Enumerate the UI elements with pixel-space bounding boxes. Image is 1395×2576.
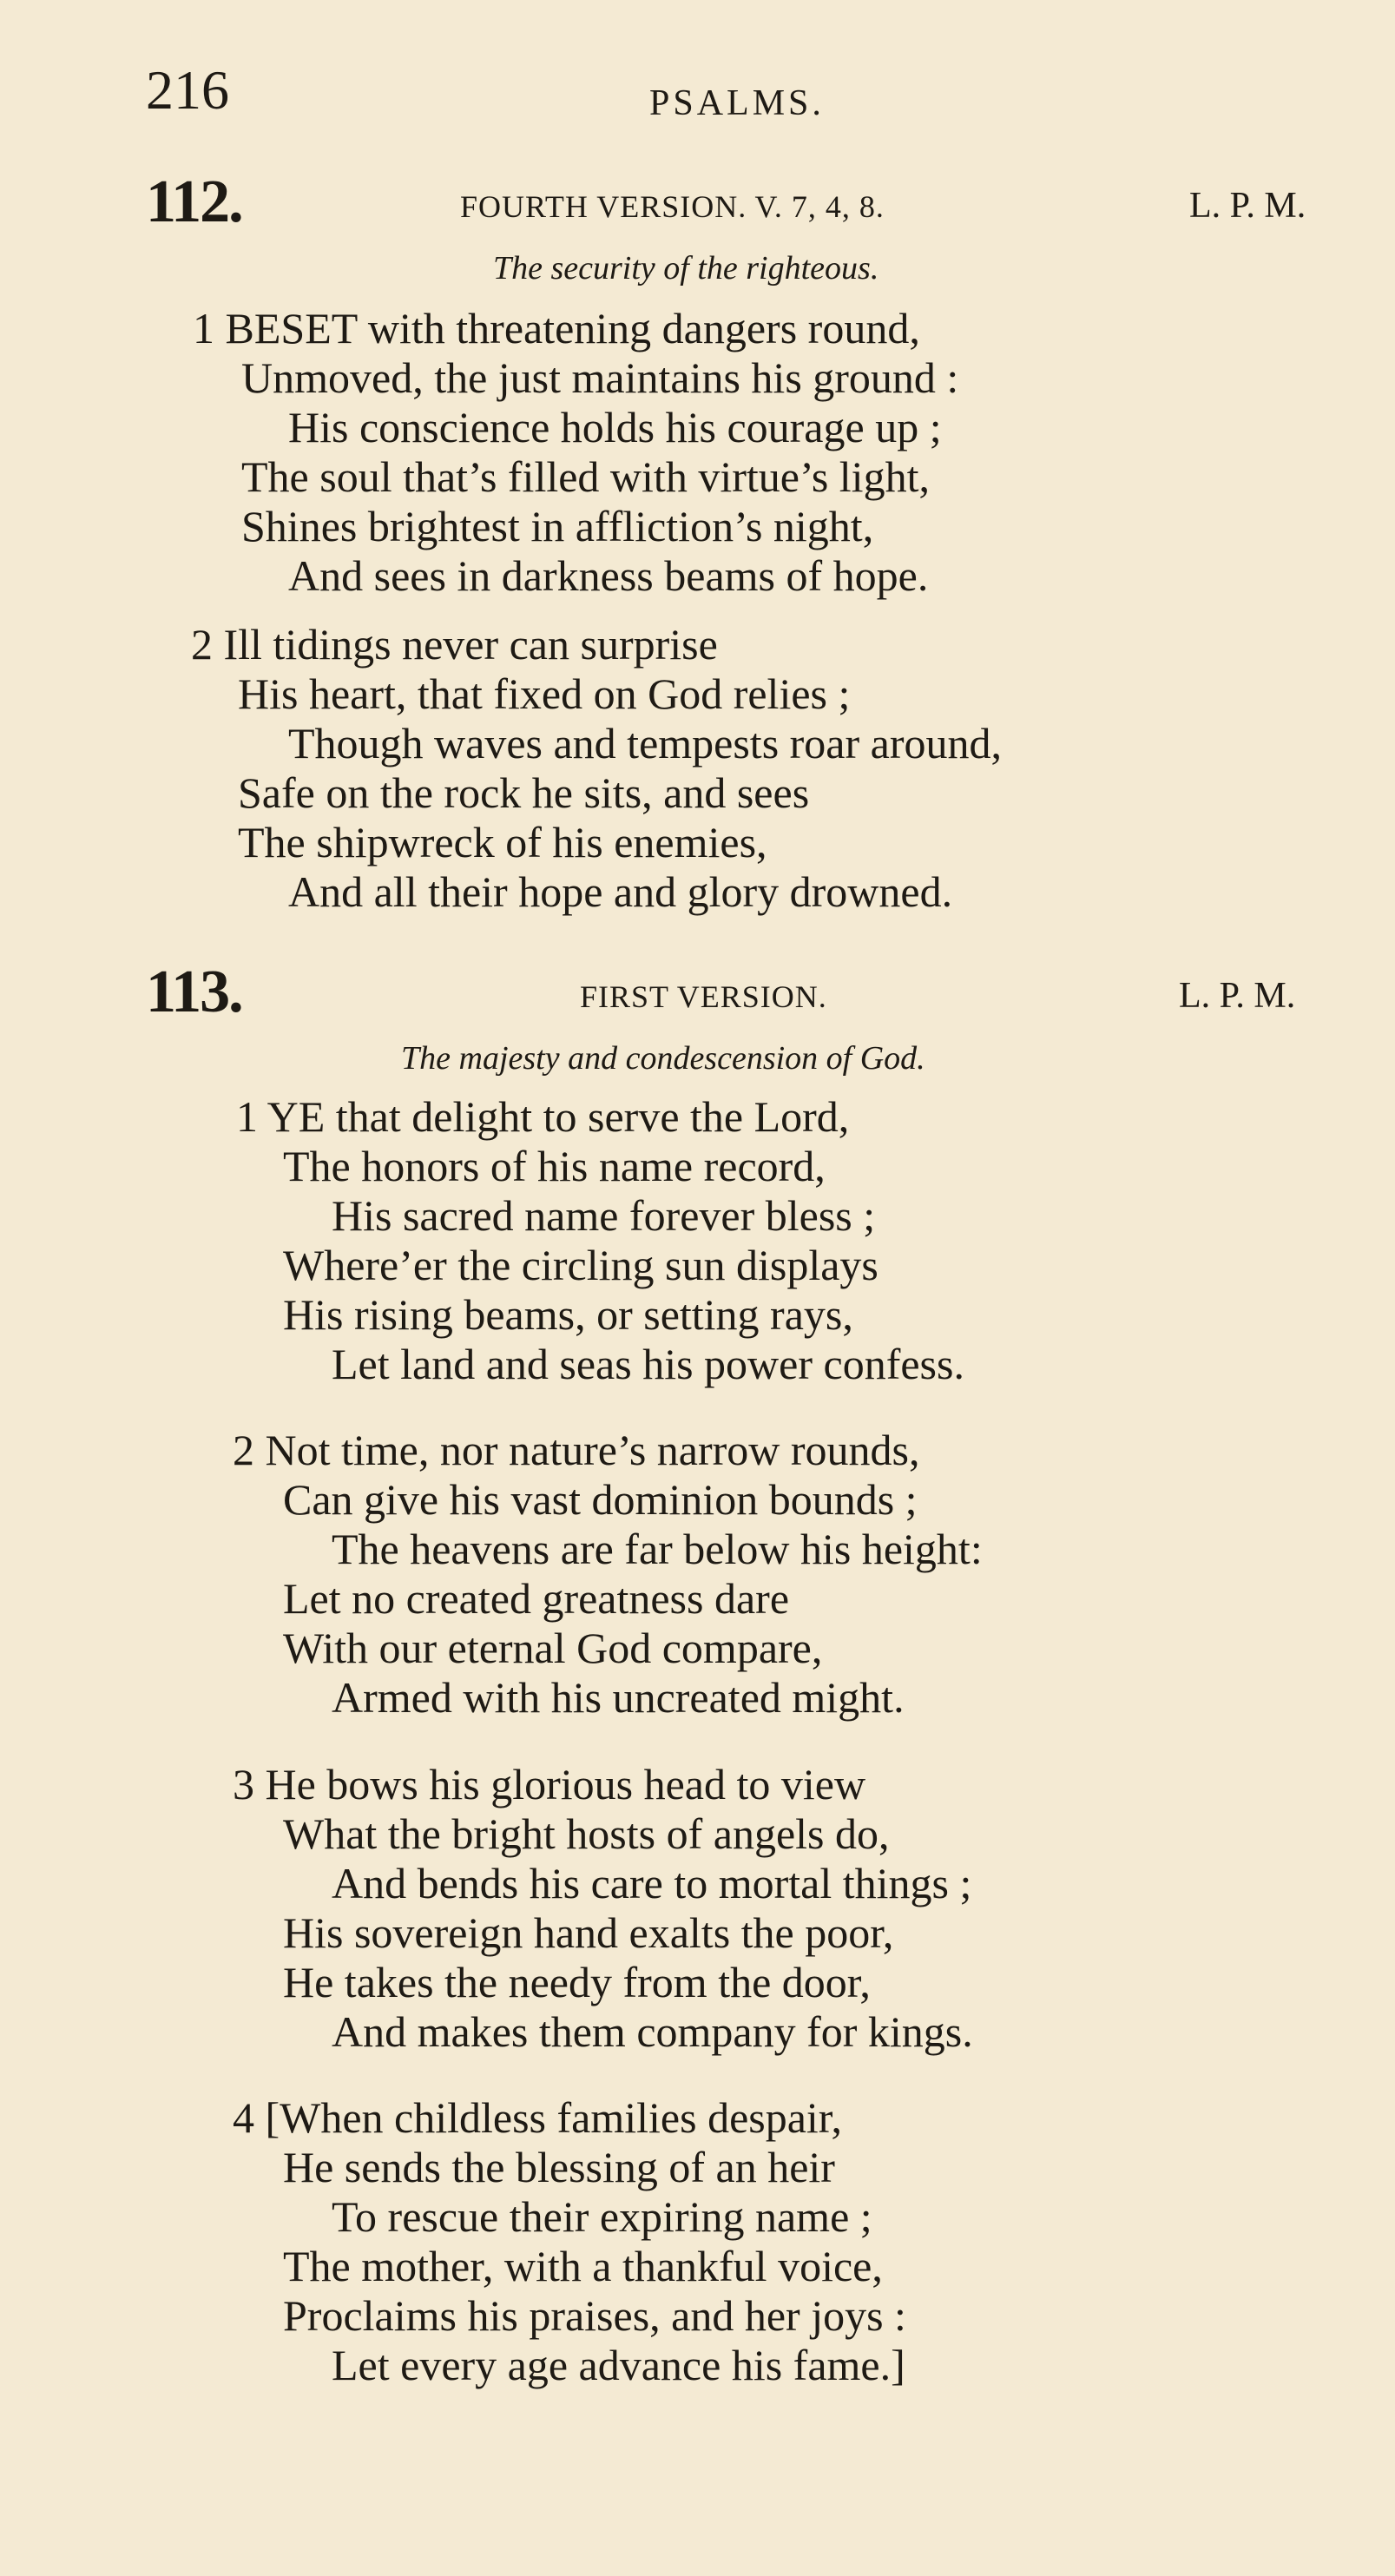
hymn-number: 112. (146, 168, 242, 235)
verse-line: The soul that’s filled with virtue’s light, (241, 452, 930, 501)
verse-line: To rescue their expiring name ; (332, 2192, 872, 2241)
verse-line: 3 He bows his glorious head to view (233, 1760, 866, 1808)
hymn-version: FIRST VERSION. (580, 979, 827, 1014)
verse-line: His sacred name forever bless ; (332, 1191, 876, 1240)
verse-line: Unmoved, the just maintains his ground : (241, 353, 959, 402)
verse-line: What the bright hosts of angels do, (283, 1809, 890, 1858)
verse-line: Armed with his uncreated might. (332, 1673, 905, 1722)
verse-line: His heart, that fixed on God relies ; (238, 669, 851, 718)
verse-line: Safe on the rock he sits, and sees (238, 768, 810, 817)
verse-line: The heavens are far below his height: (332, 1525, 983, 1573)
page-number: 216 (146, 59, 229, 121)
hymn-meter: L. P. M. (1179, 976, 1296, 1016)
verse-line: Can give his vast dominion bounds ; (283, 1475, 918, 1524)
verse-line: 1 BESET with threatening dangers round, (193, 304, 920, 352)
verse-line: Though waves and tempests roar around, (288, 719, 1002, 768)
verse-line: His conscience holds his courage up ; (288, 403, 942, 451)
verse-line: His rising beams, or setting rays, (283, 1290, 853, 1339)
verse-line: Let every age advance his fame.] (332, 2341, 905, 2389)
verse-line: Let no created greatness dare (283, 1574, 790, 1623)
verse-line: He takes the needy from the door, (283, 1958, 871, 2006)
verse-line: 1 YE that delight to serve the Lord, (236, 1092, 850, 1141)
running-title: PSALMS. (649, 83, 825, 123)
verse-line: The honors of his name record, (283, 1142, 826, 1190)
verse-line: And bends his care to mortal things ; (332, 1859, 972, 1907)
verse-line: Let land and seas his power confess. (332, 1340, 964, 1388)
verse-line: With our eternal God compare, (283, 1624, 823, 1672)
verse-line: And makes them company for kings. (332, 2007, 973, 2056)
hymn-version: FOURTH VERSION. V. 7, 4, 8. (460, 189, 885, 224)
verse-line: 2 Ill tidings never can surprise (191, 620, 718, 669)
verse-line: He sends the blessing of an heir (283, 2143, 835, 2191)
verse-line: The mother, with a thankful voice, (283, 2242, 883, 2290)
hymn-subtitle: The security of the righteous. (493, 250, 879, 287)
hymn-number: 113. (146, 959, 242, 1025)
verse-line: Shines brightest in affliction’s night, (241, 502, 874, 550)
verse-line: Proclaims his praises, and her joys : (283, 2291, 906, 2340)
verse-line: 4 [When childless families despair, (233, 2093, 842, 2142)
verse-line: 2 Not time, nor nature’s narrow rounds, (233, 1426, 920, 1474)
hymn-meter: L. P. M. (1189, 186, 1306, 226)
verse-line: Where’er the circling sun displays (283, 1241, 878, 1289)
verse-line: And sees in darkness beams of hope. (288, 551, 929, 600)
hymn-subtitle: The majesty and condescension of God. (401, 1040, 925, 1077)
verse-line: And all their hope and glory drowned. (288, 867, 953, 916)
verse-line: His sovereign hand exalts the poor, (283, 1908, 894, 1957)
verse-line: The shipwreck of his enemies, (238, 818, 767, 866)
